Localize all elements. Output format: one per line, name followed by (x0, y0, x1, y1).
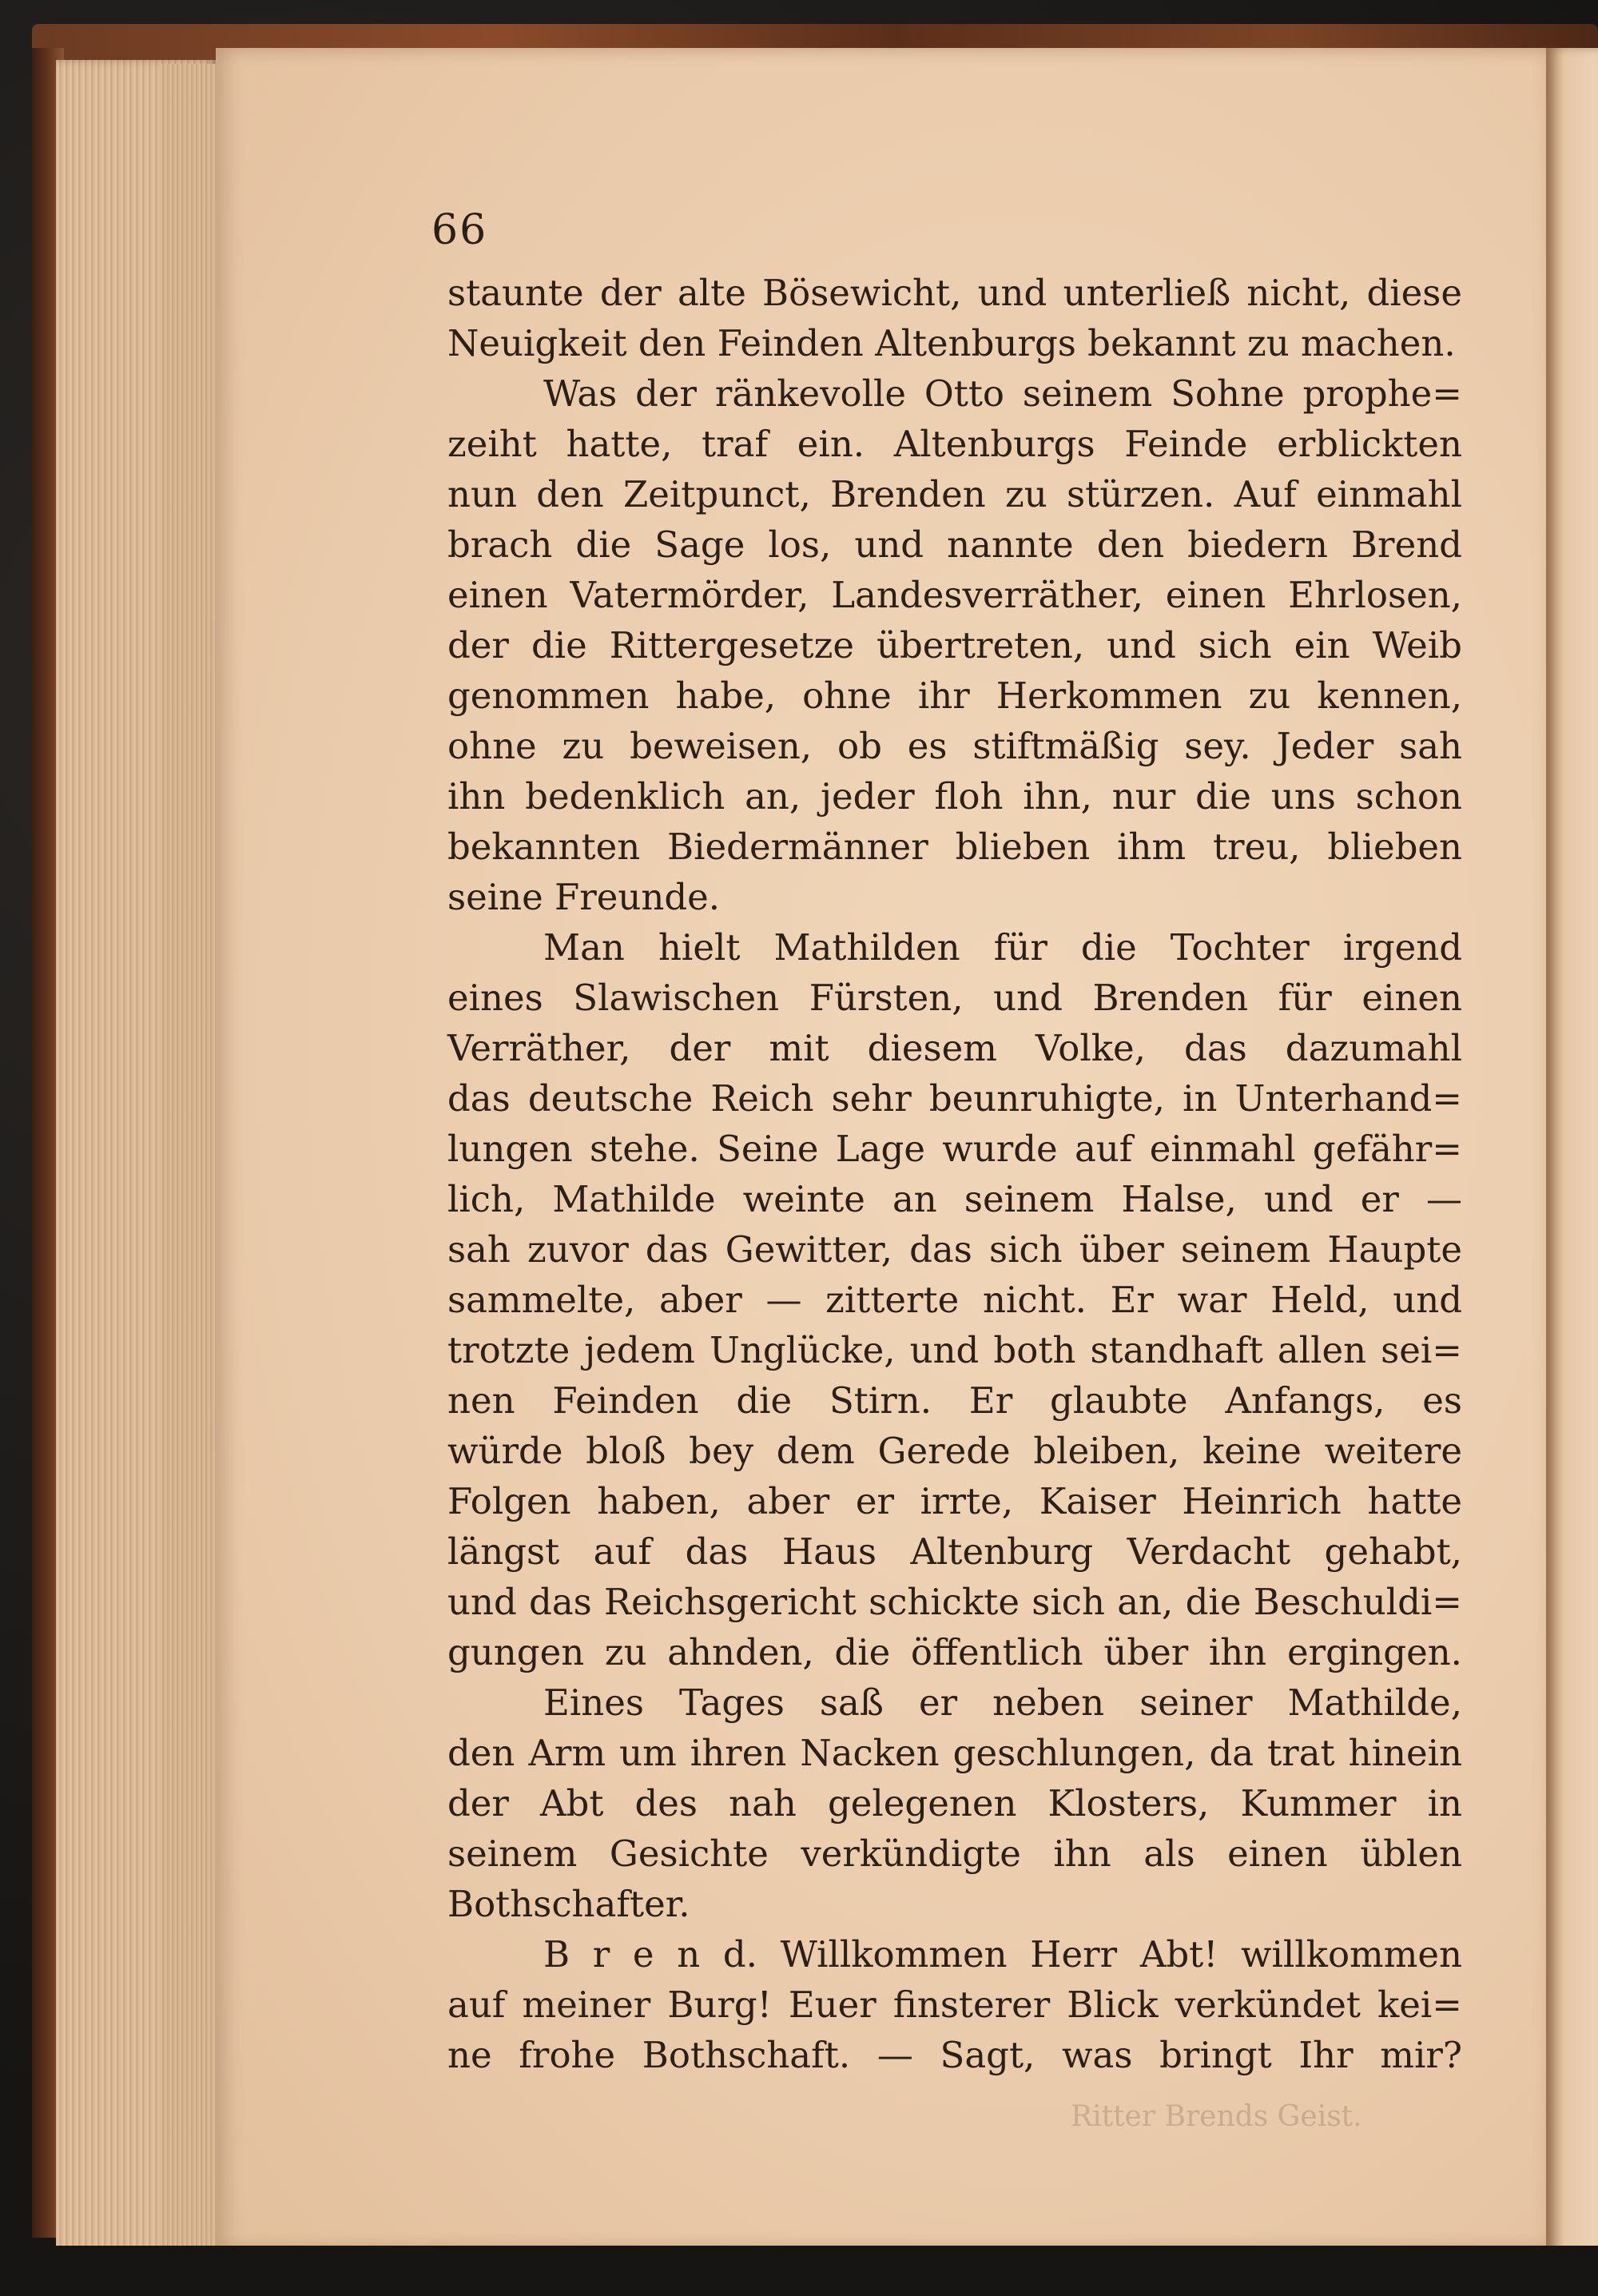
text-line: Eines Tages saß er neben seiner Mathilde, (543, 1681, 1462, 1724)
text-line: Was der ränkevolle Otto seinem Sohne prophe= (543, 372, 1462, 415)
text-line: ohne zu beweisen, ob es stiftmäßig sey. Jeder sah (447, 725, 1462, 767)
text-line: brach die Sage los, und nannte den biedern Brend (447, 523, 1462, 566)
text-line: der die Rittergesetze übertreten, und sich ein Weib (447, 624, 1462, 667)
text-line: zeiht hatte, traf ein. Altenburgs Feinde erblickten (447, 423, 1462, 465)
text-line: sah zuvor das Gewitter, das sich über seinem Haupte (447, 1228, 1462, 1271)
text-line: würde bloß bey dem Gerede bleiben, keine weitere (447, 1430, 1462, 1472)
page-number: 66 (431, 206, 488, 254)
text-line: ihn bedenklich an, jeder floh ihn, nur die uns schon (447, 775, 1462, 818)
text-line: einen Vatermörder, Landesverräther, einen Ehrlosen, (447, 574, 1462, 616)
text-line: seine Freunde. (447, 876, 721, 918)
text-line: nun den Zeitpunct, Brenden zu stürzen. Auf einmahl (447, 473, 1462, 515)
text-line: sammelte, aber — zitterte nicht. Er war Held, und (447, 1279, 1462, 1321)
text-line: das deutsche Reich sehr beunruhigte, in Unterhand= (447, 1077, 1462, 1120)
text-line: lungen stehe. Seine Lage wurde auf einmahl gefähr= (447, 1128, 1462, 1170)
text-line: der Abt des nah gelegenen Klosters, Kummer in (447, 1782, 1462, 1824)
text-line: seinem Gesichte verkündigte ihn als einen üblen (447, 1832, 1462, 1875)
text-line: auf meiner Burg! Euer finsterer Blick verkündet kei= (447, 1984, 1462, 2026)
text-line: staunte der alte Bösewicht, und unterließ nicht, diese (447, 272, 1462, 314)
text-line: Neuigkeit den Feinden Altenburgs bekannt zu machen. (447, 322, 1456, 364)
text-line: Verräther, der mit diesem Volke, das dazumahl (447, 1027, 1462, 1069)
background-shadow (48, 2246, 1598, 2296)
text-line: bekannten Biedermänner blieben ihm treu, blieben (447, 826, 1462, 868)
text-line: nen Feinden die Stirn. Er glaubte Anfangs, es (447, 1379, 1462, 1422)
text-line: Man hielt Mathilden für die Tochter irgend (543, 926, 1462, 969)
text-line: längst auf das Haus Altenburg Verdacht gehabt, (447, 1530, 1462, 1573)
text-line: und das Reichsgericht schickte sich an, die Beschuldi= (447, 1581, 1462, 1623)
text-line: den Arm um ihren Nacken geschlungen, da trat hinein (447, 1732, 1462, 1774)
text-line: lich, Mathilde weinte an seinem Halse, und er — (447, 1178, 1462, 1220)
text-line: Folgen haben, aber er irrte, Kaiser Heinrich hatte (447, 1480, 1462, 1522)
text-line: ne frohe Bothschaft. — Sagt, was bringt Ihr mir? (447, 2034, 1462, 2076)
text-line: gungen zu ahnden, die öffentlich über ihn ergingen. (447, 1631, 1462, 1673)
text-line: trotzte jedem Unglücke, und both standhaft allen sei= (447, 1329, 1462, 1371)
page-text (447, 268, 1462, 2080)
text-line: genommen habe, ohne ihr Herkommen zu kennen, (447, 674, 1462, 717)
text-line: B r e n d. Willkommen Herr Abt! willkommen (543, 1933, 1462, 1976)
text-line: Bothschafter. (447, 1883, 690, 1925)
text-line: eines Slawischen Fürsten, und Brenden für einen (447, 977, 1462, 1019)
bleed-through-text: Ritter Brends Geist. (1071, 2100, 1362, 2133)
facing-page-edge (1546, 48, 1598, 2270)
